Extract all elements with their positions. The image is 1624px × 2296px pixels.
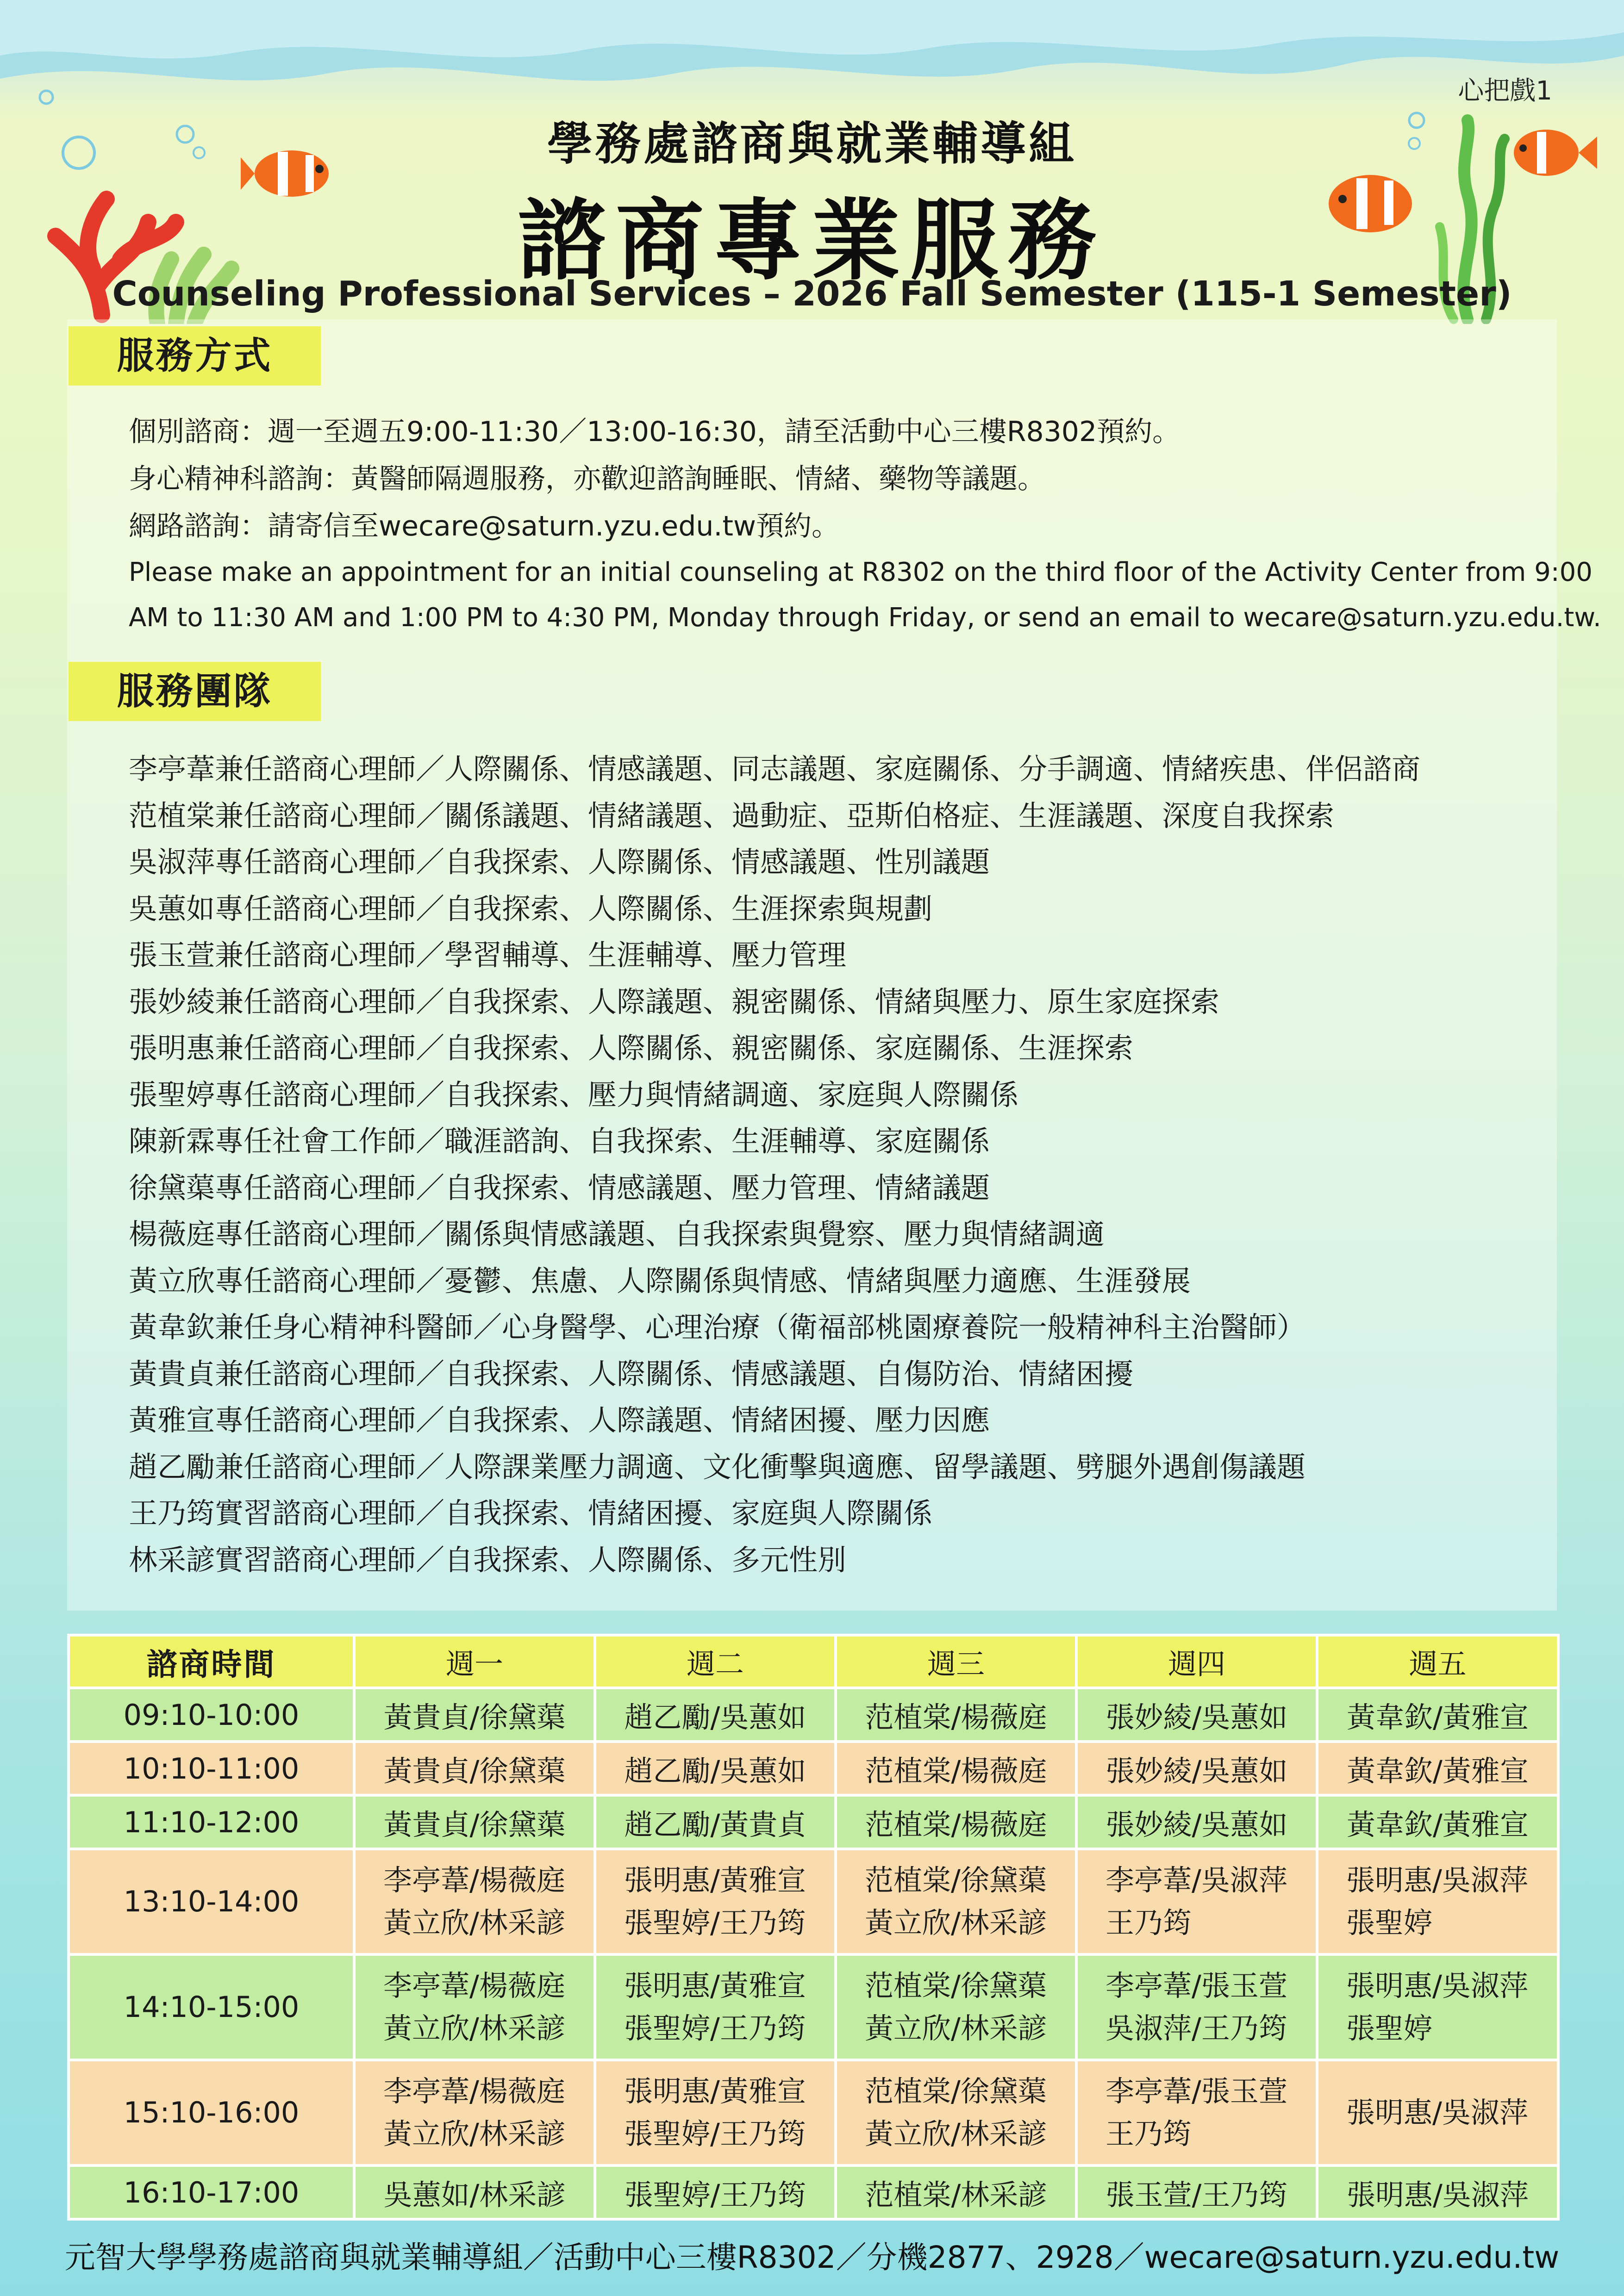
- schedule-header-tue: 週二: [595, 1635, 836, 1688]
- schedule-cell: [836, 1954, 1076, 2060]
- schedule-cell: [1317, 1742, 1558, 1795]
- schedule-cell: [595, 1688, 836, 1742]
- team-member: 張妙綾兼任諮商心理師／自我探索、人際議題、親密關係、情緒與壓力、原生家庭探索: [129, 984, 1220, 1019]
- counselor-pair: 黃立欣/林采諺: [865, 2117, 1047, 2151]
- counselor-pair: 李亭葦/張玉萱: [1106, 2074, 1287, 2108]
- team-member: 張明惠兼任諮商心理師／自我探索、人際關係、親密關係、家庭關係、生涯探索: [129, 1031, 1134, 1065]
- team-member: 李亭葦兼任諮商心理師／人際關係、情感議題、同志議題、家庭關係、分手調適、情緒疾患、伴侶諮商: [129, 752, 1421, 786]
- schedule-cell: [595, 1954, 836, 2060]
- time-slot: 10:10-11:00: [69, 1742, 354, 1795]
- schedule-cell: [595, 1849, 836, 1954]
- schedule-row: [69, 1795, 1558, 1849]
- schedule-header-thu: 週四: [1076, 1635, 1317, 1688]
- team-heading: 服務團隊: [69, 662, 321, 721]
- brand-label: 心把戲1: [1458, 76, 1552, 106]
- schedule-cell: [1317, 1688, 1558, 1742]
- counselor-pair: 張明惠/黃雅宣: [624, 1863, 806, 1897]
- schedule-cell: [836, 2060, 1076, 2165]
- time-slot: 16:10-17:00: [69, 2165, 354, 2219]
- counselor-pair: 王乃筠: [1106, 1906, 1192, 1940]
- schedule-cell: [354, 1795, 595, 1849]
- schedule-header-fri: 週五: [1317, 1635, 1558, 1688]
- schedule-header-mon: 週一: [354, 1635, 595, 1688]
- services-heading: 服務方式: [69, 326, 321, 386]
- counselor-pair: 范植棠/楊薇庭: [865, 1807, 1047, 1842]
- time-slot: 11:10-12:00: [69, 1795, 354, 1849]
- team-member: 黃貴貞兼任諮商心理師／自我探索、人際關係、情感議題、自傷防治、情緒困擾: [129, 1356, 1134, 1391]
- counselor-pair: 黃立欣/林采諺: [383, 2117, 565, 2151]
- counselor-pair: 李亭葦/吳淑萍: [1106, 1863, 1287, 1897]
- counselor-pair: 張明惠/吳淑萍: [1346, 1969, 1528, 2003]
- counselor-pair: 張妙綾/吳蕙如: [1106, 1807, 1288, 1842]
- team-member: 趙乙勵兼任諮商心理師／人際課業壓力調適、文化衝擊與適應、留學議題、劈腿外遇創傷議題: [129, 1450, 1306, 1484]
- schedule-cell: [1076, 1849, 1317, 1954]
- counselor-pair: 趙乙勵/黃貴貞: [624, 1807, 806, 1842]
- department-subtitle: 學務處諮商與就業輔導組: [547, 118, 1077, 170]
- counselor-pair: 張明惠/黃雅宣: [624, 2074, 806, 2108]
- team-member: 徐黛蕖專任諮商心理師／自我探索、情感議題、壓力管理、情緒議題: [129, 1170, 990, 1205]
- team-member: 黃立欣專任諮商心理師／憂鬱、焦慮、人際關係與情感、情緒與壓力適應、生涯發展: [129, 1263, 1191, 1298]
- english-title: Counseling Professional Services – 2026 Fall Semester (115-1 Semester): [112, 274, 1512, 314]
- counselor-pair: 黃貴貞/徐黛蕖: [383, 1700, 566, 1734]
- schedule-cell: [1317, 2060, 1558, 2165]
- schedule-cell: [1317, 2165, 1558, 2219]
- schedule-cell: [1317, 1795, 1558, 1849]
- counselor-pair: 黃立欣/林采諺: [865, 1906, 1047, 1940]
- schedule-cell: [595, 2060, 836, 2165]
- counselor-pair: 范植棠/楊薇庭: [865, 1700, 1047, 1734]
- schedule-cell: [1076, 1742, 1317, 1795]
- services-description: [129, 408, 1601, 641]
- team-member: 黃雅宣專任諮商心理師／自我探索、人際議題、情緒困擾、壓力因應: [129, 1403, 990, 1437]
- schedule-cell: [354, 1954, 595, 2060]
- schedule-row: [69, 1688, 1558, 1742]
- psychiatry-text: 身心精神科諮詢：黃醫師隔週服務，亦歡迎諮詢睡眠、情緒、藥物等議題。: [129, 463, 1045, 495]
- schedule-row: [69, 2060, 1558, 2165]
- team-member: 張玉萱兼任諮商心理師／學習輔導、生涯輔導、壓力管理: [129, 938, 847, 972]
- team-member: 黃韋欽兼任身心精神科醫師／心身醫學、心理治療（衛福部桃園療養院一般精神科主治醫師）: [129, 1310, 1306, 1344]
- counselor-pair: 黃立欣/林采諺: [865, 2011, 1047, 2045]
- schedule-cell: [354, 1849, 595, 1954]
- counselor-pair: 王乃筠: [1106, 2117, 1192, 2151]
- schedule-cell: [354, 1688, 595, 1742]
- counselor-pair: 范植棠/徐黛蕖: [865, 1969, 1047, 2003]
- schedule-cell: [1076, 2165, 1317, 2219]
- schedule-cell: [1076, 1954, 1317, 2060]
- team-member: 張聖婷專任諮商心理師／自我探索、壓力與情緒調適、家庭與人際關係: [129, 1077, 1019, 1112]
- counselor-pair: 張聖婷: [1346, 2011, 1433, 2045]
- team-list: [129, 746, 1564, 1583]
- english-text-line1: Please make an appointment for an initial counseling at R8302 on the third floor of the Activity Center from 9:00: [129, 557, 1593, 587]
- counselor-pair: 黃韋欽/黃雅宣: [1347, 1807, 1529, 1842]
- schedule-cell: [595, 1742, 836, 1795]
- counselor-pair: 吳蕙如/林采諺: [383, 2178, 566, 2212]
- counselor-pair: 張聖婷/王乃筠: [624, 2178, 806, 2212]
- schedule-header-time: 諮商時間: [69, 1635, 354, 1688]
- counselor-pair: 吳淑萍/王乃筠: [1106, 2011, 1287, 2045]
- counselor-pair: 張妙綾/吳蕙如: [1106, 1754, 1288, 1788]
- schedule-cell: [1317, 1954, 1558, 2060]
- counselor-pair: 黃韋欽/黃雅宣: [1347, 1754, 1529, 1788]
- team-member: 王乃筠實習諮商心理師／自我探索、情緒困擾、家庭與人際關係: [129, 1496, 933, 1530]
- schedule-header-wed: 週三: [836, 1635, 1076, 1688]
- schedule-cell: [595, 2165, 836, 2219]
- schedule-row: [69, 1954, 1558, 2060]
- counselor-pair: 張聖婷/王乃筠: [624, 2117, 806, 2151]
- schedule-row: [69, 1849, 1558, 1954]
- counselor-pair: 張明惠/吳淑萍: [1347, 2178, 1529, 2212]
- schedule-cell: [1076, 1688, 1317, 1742]
- counselor-pair: 張聖婷: [1346, 1906, 1433, 1940]
- team-member: 范植棠兼任諮商心理師／關係議題、情緒議題、過動症、亞斯伯格症、生涯議題、深度自我探索: [129, 798, 1335, 833]
- schedule-header-row: [69, 1635, 1558, 1688]
- schedule-cell: [354, 1742, 595, 1795]
- time-slot: 14:10-15:00: [69, 1954, 354, 2060]
- counselor-pair: 黃貴貞/徐黛蕖: [383, 1754, 566, 1788]
- english-text-line2: AM to 11:30 AM and 1:00 PM to 4:30 PM, Monday through Friday, or send an email to wecare@saturn.yzu.edu.tw.: [129, 603, 1601, 633]
- page-title: 諮商專業服務: [517, 190, 1106, 292]
- schedule-cell: [595, 1795, 836, 1849]
- time-slot: 15:10-16:00: [69, 2060, 354, 2165]
- counselor-pair: 張玉萱/王乃筠: [1106, 2178, 1288, 2212]
- time-slot: 13:10-14:00: [69, 1849, 354, 1954]
- counselor-pair: 范植棠/徐黛蕖: [865, 2074, 1047, 2108]
- individual-counseling-text: 個別諮商：週一至週五9:00-11:30／13:00-16:30，請至活動中心三樓R8302預約。: [129, 416, 1181, 448]
- schedule-cell: [836, 1849, 1076, 1954]
- team-member: 楊薇庭專任諮商心理師／關係與情感議題、自我探索與覺察、壓力與情緒調適: [129, 1217, 1105, 1251]
- counselor-pair: 黃貴貞/徐黛蕖: [383, 1807, 566, 1842]
- counselor-pair: 李亭葦/張玉萱: [1106, 1969, 1287, 2003]
- counselor-pair: 李亭葦/楊薇庭: [383, 1863, 565, 1897]
- counselor-pair: 張明惠/吳淑萍: [1346, 2096, 1528, 2129]
- schedule-cell: [836, 2165, 1076, 2219]
- counselor-pair: 張明惠/黃雅宣: [624, 1969, 806, 2003]
- schedule-cell: [836, 1688, 1076, 1742]
- schedule-table: [67, 1634, 1560, 2221]
- schedule-cell: [836, 1742, 1076, 1795]
- counselor-pair: 張明惠/吳淑萍: [1346, 1863, 1528, 1897]
- counselor-pair: 范植棠/林采諺: [865, 2178, 1047, 2212]
- schedule-row: [69, 1742, 1558, 1795]
- counselor-pair: 黃立欣/林采諺: [383, 1906, 565, 1940]
- schedule-cell: [354, 2060, 595, 2165]
- counselor-pair: 張聖婷/王乃筠: [624, 2011, 806, 2045]
- counselor-pair: 趙乙勵/吳蕙如: [624, 1700, 806, 1734]
- counselor-pair: 張妙綾/吳蕙如: [1106, 1700, 1288, 1734]
- counselor-pair: 黃立欣/林采諺: [383, 2011, 565, 2045]
- counselor-pair: 趙乙勵/吳蕙如: [624, 1754, 806, 1788]
- team-member: 林采諺實習諮商心理師／自我探索、人際關係、多元性別: [129, 1543, 847, 1577]
- counselor-pair: 張聖婷/王乃筠: [624, 1906, 806, 1940]
- schedule-cell: [1076, 2060, 1317, 2165]
- team-member: 陳新霖專任社會工作師／職涯諮詢、自我探索、生涯輔導、家庭關係: [129, 1124, 990, 1158]
- schedule-cell: [1076, 1795, 1317, 1849]
- counselor-pair: 李亭葦/楊薇庭: [383, 1969, 565, 2003]
- team-member: 吳淑萍專任諮商心理師／自我探索、人際關係、情感議題、性別議題: [129, 845, 990, 879]
- schedule-cell: [836, 1795, 1076, 1849]
- counselor-pair: 范植棠/徐黛蕖: [865, 1863, 1047, 1897]
- time-slot: 09:10-10:00: [69, 1688, 354, 1742]
- team-member: 吳蕙如專任諮商心理師／自我探索、人際關係、生涯探索與規劃: [129, 891, 933, 926]
- schedule-cell: [1317, 1849, 1558, 1954]
- counselor-pair: 黃韋欽/黃雅宣: [1347, 1700, 1529, 1734]
- schedule-cell: [354, 2165, 595, 2219]
- online-counseling-text: 網路諮詢：請寄信至wecare@saturn.yzu.edu.tw預約。: [129, 510, 840, 542]
- counselor-pair: 范植棠/楊薇庭: [865, 1754, 1047, 1788]
- footer-contact: 元智大學學務處諮商與就業輔導組／活動中心三樓R8302／分機2877、2928／wecare@saturn.yzu.edu.tw: [64, 2240, 1560, 2275]
- schedule-row: [69, 2165, 1558, 2219]
- counselor-pair: 李亭葦/楊薇庭: [383, 2074, 565, 2108]
